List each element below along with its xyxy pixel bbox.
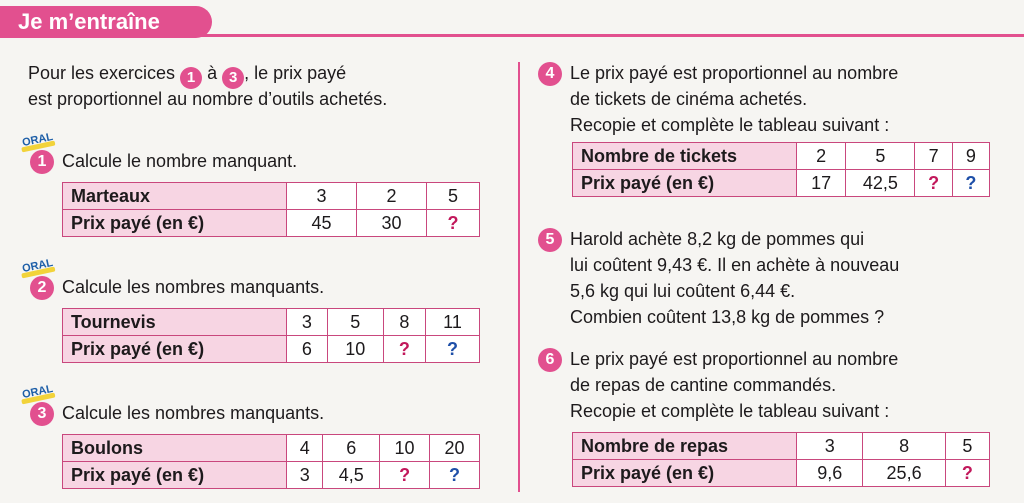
table-cell: Boulons [63,435,287,462]
table-row [573,170,990,197]
intro-text: à [207,63,218,83]
table-cell: Prix payé (en €) [63,336,287,363]
exercise-text: de repas de cantine commandés. [570,375,837,395]
table-cell: 10 [380,435,430,462]
table-cell-missing: ? [915,170,952,197]
table-row [63,336,480,363]
table-cell: 9 [952,143,989,170]
table-cell: 8 [383,309,425,336]
table-cell: 2 [797,143,846,170]
oral-tag: ORAL [21,256,55,276]
table-row [63,462,480,489]
exercise-instruction: Calcule les nombres manquants. [62,277,325,297]
table-cell: Prix payé (en €) [63,210,287,237]
table-cell: Prix payé (en €) [573,170,797,197]
intro-line-1 [28,60,346,89]
table-cell: Prix payé (en €) [573,460,797,487]
table-cell: 42,5 [846,170,915,197]
table-cell: 6 [287,336,328,363]
table-cell: Tournevis [63,309,287,336]
header-rule [200,34,1024,37]
exercise-text: Combien coûtent 13,8 kg de pommes ? [570,307,885,327]
table-row [63,309,480,336]
table-cell: 5 [427,183,480,210]
table-cell: 4 [287,435,323,462]
table-cell: Nombre de tickets [573,143,797,170]
table-cell: 3 [287,462,323,489]
proportion-table [572,432,990,487]
exercise-text: Recopie et complète le tableau suivant : [570,115,890,135]
oral-tag: ORAL [21,382,55,402]
exercise-number-badge: 2 [30,276,54,300]
section-header [0,0,1024,44]
exercise-text: Recopie et complète le tableau suivant : [570,401,890,421]
table-cell: 4,5 [323,462,380,489]
exercise-number-badge: 4 [538,62,562,86]
table-cell: 6 [323,435,380,462]
intro-text: Pour les exercices [28,63,176,83]
exercise-number-badge: 6 [538,348,562,372]
table-cell: 25,6 [863,460,945,487]
table-cell: 5 [846,143,915,170]
proportion-table [62,308,480,363]
table-cell: 8 [863,433,945,460]
table-cell-missing: ? [426,336,480,363]
table-cell: 3 [287,309,328,336]
table-cell: 5 [327,309,383,336]
exercise-text: Le prix payé est proportionnel au nombre [570,63,899,83]
exercise-number-badge: 5 [538,228,562,252]
table-cell: 3 [797,433,863,460]
table-row [63,210,480,237]
table-cell: 5 [945,433,989,460]
table-cell: 9,6 [797,460,863,487]
exercise-badge: 1 [180,67,202,89]
table-cell: 45 [287,210,357,237]
exercise-number-badge: 1 [30,150,54,174]
table-cell: 7 [915,143,952,170]
table-cell: 30 [357,210,427,237]
exercise-text: Le prix payé est proportionnel au nombre [570,349,899,369]
proportion-table [572,142,990,197]
intro-line-2: est proportionnel au nombre d’outils achetés. [28,89,388,109]
exercise-text: de tickets de cinéma achetés. [570,89,808,109]
table-cell-missing: ? [945,460,989,487]
table-cell-missing: ? [380,462,430,489]
table-row [573,433,990,460]
table-cell: Prix payé (en €) [63,462,287,489]
oral-tag: ORAL [21,130,55,150]
exercise-number-badge: 3 [30,402,54,426]
table-cell: 20 [430,435,480,462]
table-cell-missing: ? [430,462,480,489]
exercise-instruction: Calcule les nombres manquants. [62,403,325,423]
table-row [573,460,990,487]
proportion-table [62,182,480,237]
table-cell: Marteaux [63,183,287,210]
table-row [573,143,990,170]
table-row [63,435,480,462]
table-cell: 10 [327,336,383,363]
exercise-badge: 3 [222,67,244,89]
exercise-text: lui coûtent 9,43 €. Il en achète à nouveau [570,255,900,275]
table-cell: 17 [797,170,846,197]
exercise-instruction: Calcule le nombre manquant. [62,151,298,171]
table-cell: 2 [357,183,427,210]
table-cell: 3 [287,183,357,210]
column-divider [518,62,520,492]
table-cell-missing: ? [952,170,989,197]
intro-text: , le prix payé [244,63,347,83]
table-cell: 11 [426,309,480,336]
proportion-table [62,434,480,489]
table-cell-missing: ? [383,336,425,363]
exercise-text: 5,6 kg qui lui coûtent 6,44 €. [570,281,796,301]
table-cell-missing: ? [427,210,480,237]
exercise-text: Harold achète 8,2 kg de pommes qui [570,229,865,249]
table-cell: Nombre de repas [573,433,797,460]
table-row [63,183,480,210]
section-title: Je m’entraîne [0,6,212,38]
